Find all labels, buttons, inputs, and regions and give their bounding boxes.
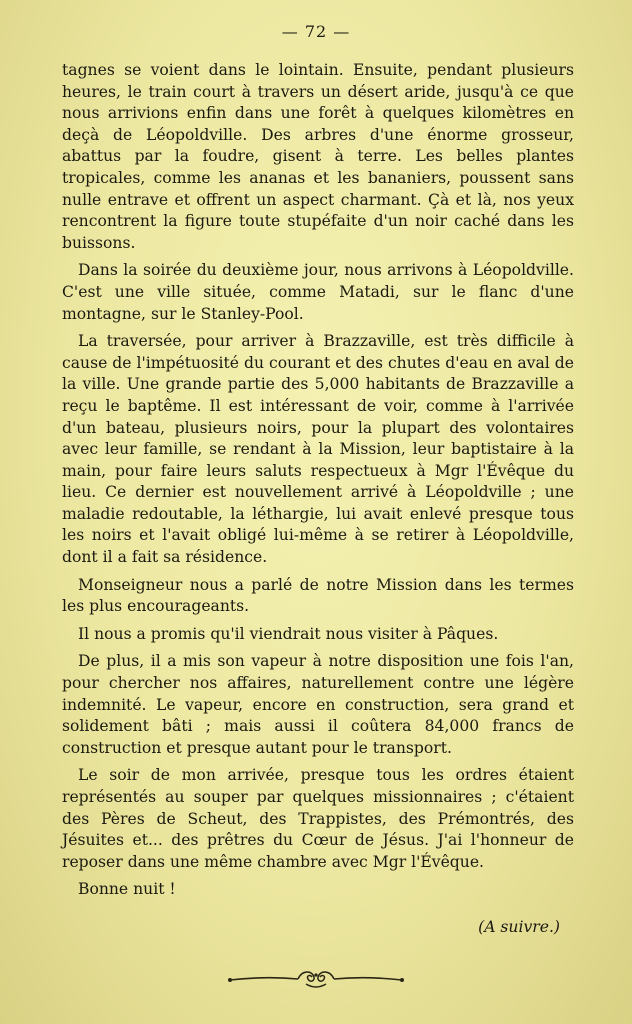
paragraph-2: Dans la soirée du deuxième jour, nous arrivons à Léopoldville. C'est une ville située, comme Matadi, sur le flanc d'une montagne, sur le Stanley-Pool. [62,261,574,323]
scroll-flourish-icon [226,966,406,990]
paragraph-5: Il nous a promis qu'il viendrait nous visiter à Pâques. [78,624,499,643]
text-body [62,60,574,907]
paragraph-7: Le soir de mon arrivée, presque tous les ordres étaient représentés au souper par quelques missionnaires ; c'étaient des Pères de Scheut, des Trappistes, des Prémontrés, des Jésuites et... des prêtres du Cœur de Jésus. J'ai l'honneur de reposer dans une même chambre avec Mgr l'Évêque. [62,766,574,871]
paragraph-1: tagnes se voient dans le lointain. Ensuite, pendant plusieurs heures, le train court à travers un désert aride, jusqu'à ce que nous arrivions enfin dans une forêt à quelques kilomètres en deçà de Léopoldville. Des arbres d'une énorme grosseur, abattus par la foudre, gisent à terre. Les belles plantes tropicales, comme les ananas et les bananiers, poussent sans nulle entrave et offrent un aspect charmant. Çà et là, nos yeux rencontrent la figure toute stupéfaite d'un noir caché dans les buissons. [62,61,574,252]
page-number: — 72 — [281,22,351,41]
to-be-continued-note: (A suivre.) [478,918,560,936]
paragraph-3: La traversée, pour arriver à Brazzaville, est très difficile à cause de l'impétuosité du courant et des chutes d'eau en aval de la ville. Une grande partie des 5,000 habitants de Brazzaville a reçu le baptême. Il est intéressant de voir, comme à l'arrivée d'un bateau, plusieurs noirs, pour la plupart des volontaires avec leur famille, se rendant à la Mission, leur baptistaire à la main, pour faire leurs saluts respectueux à Mgr l'Évêque du lieu. Ce dernier est nouvellement arrivé à Léopoldville ; une maladie redoutable, la léthargie, lui avait enlevé presque tous les noirs et l'avait obligé lui-même à se retirer à Léopoldville, dont il a fait sa résidence. [62,332,574,567]
paragraph-4: Monseigneur nous a parlé de notre Mission dans les termes les plus encourageants. [62,575,574,616]
paragraph-8: Bonne nuit ! [78,880,176,899]
paragraph-6: De plus, il a mis son vapeur à notre disposition une fois l'an, pour chercher nos affaires, naturellement contre une légère indemnité. Le vapeur, encore en construction, sera grand et solidement bâti ; mais aussi il coûtera 84,000 francs de construction et presque autant pour le transport. [62,652,574,757]
